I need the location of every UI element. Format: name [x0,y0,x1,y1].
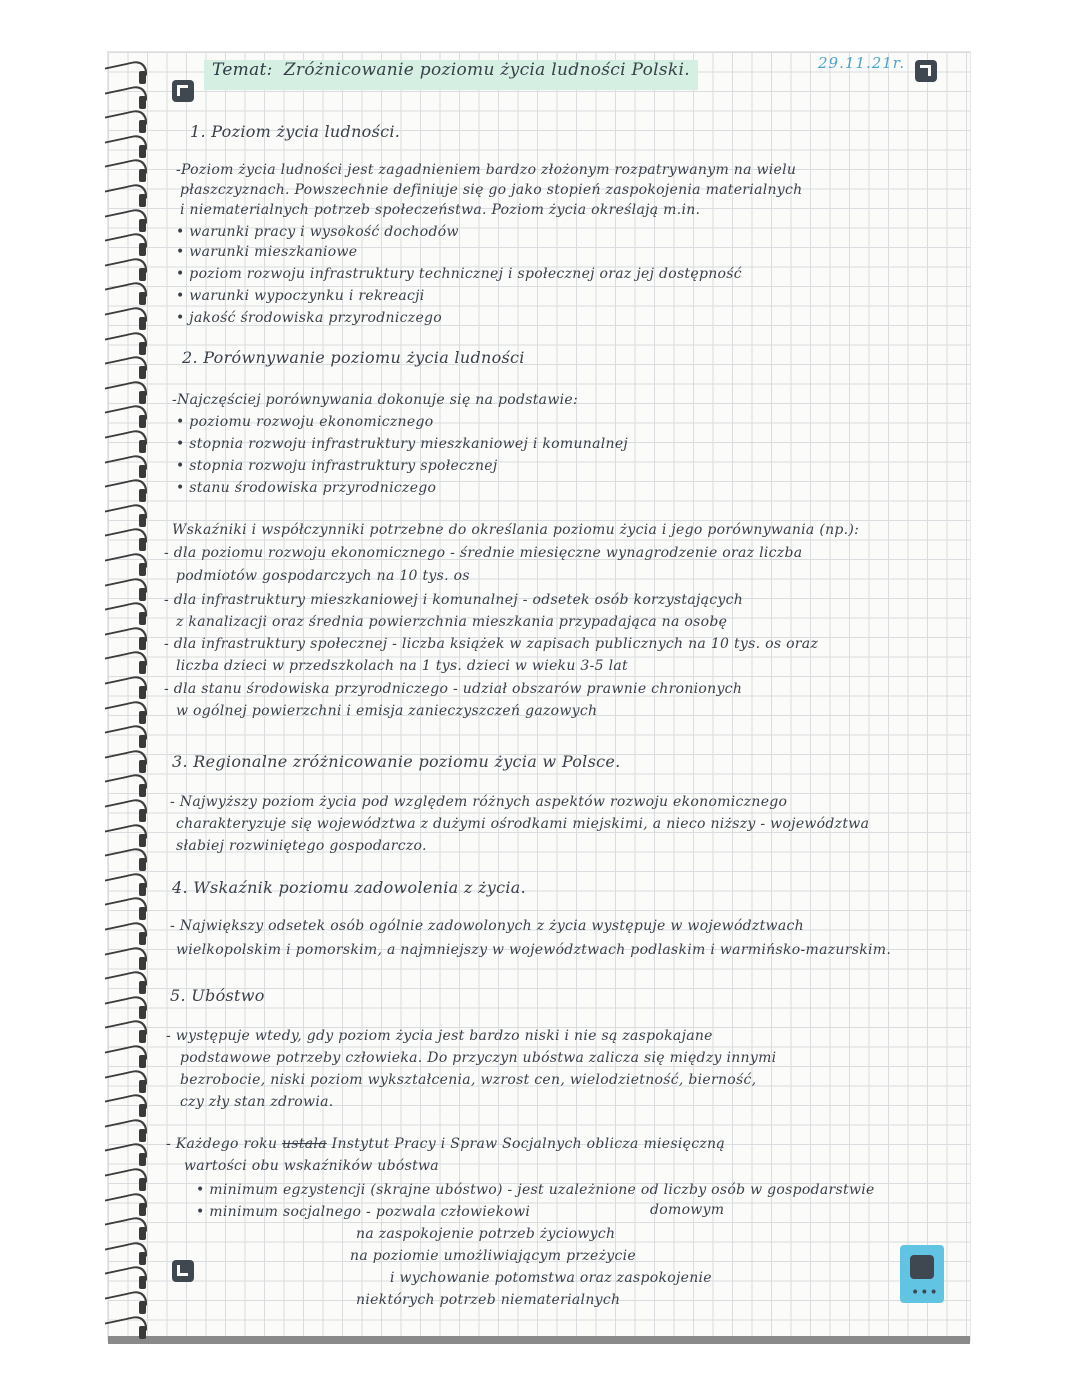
punch-hole [139,760,146,773]
punch-hole [139,1129,146,1142]
punch-hole [139,981,146,994]
list-item: • poziom rozwoju infrastruktury technicznej i społecznej oraz jej dostępność [176,266,742,282]
text-line: słabiej rozwiniętego gospodarczo. [176,838,427,854]
corner-mark-top-right-icon [915,60,937,82]
punch-hole [139,342,146,355]
punch-hole [139,145,146,158]
spiral-binding [105,55,150,1345]
punch-hole [139,883,146,896]
punch-hole [139,957,146,970]
list-item: • minimum egzystencji (skrajne ubóstwo) - jest uzależnione od liczby osób w gospodarstwie [196,1182,875,1198]
section-heading: 5. Ubóstwo [170,986,265,1005]
punch-hole [139,1178,146,1191]
punch-hole [139,1104,146,1117]
text-line: - dla infrastruktury społecznej - liczba książek w zapisach publicznych na 10 tys. os oraz [164,636,819,652]
punch-hole [139,1227,146,1240]
punch-hole [139,514,146,527]
punch-hole [139,1055,146,1068]
text-line: - Największy odsetek osób ogólnie zadowolonych z życia występuje w województwach [170,918,804,934]
punch-hole [139,292,146,305]
text-line: domowym [650,1202,725,1218]
list-item: • warunki pracy i wysokość dochodów [176,224,459,240]
punch-hole [139,391,146,404]
punch-hole [139,711,146,724]
text-line: wartości obu wskaźników ubóstwa [184,1158,439,1174]
list-item: • stanu środowiska przyrodniczego [176,480,437,496]
punch-hole [139,120,146,133]
text-fragment: Instytut Pracy i Spraw Socjalnych oblicza miesięczną [331,1136,726,1152]
text-line: - Najwyższy poziom życia pod względem różnych aspektów rozwoju ekonomicznego [170,794,788,810]
punch-hole [139,1301,146,1314]
punch-hole [139,1080,146,1093]
text-line: -Poziom życia ludności jest zagadnieniem bardzo złożonym rozpatrywanym na wielu [176,162,797,178]
punch-hole [139,489,146,502]
punch-hole [139,219,146,232]
punch-hole [139,96,146,109]
text-line: płaszczyznach. Powszechnie definiuje się go jako stopień zaspokojenia materialnych [180,182,803,198]
punch-hole [139,1153,146,1166]
text-line: w ogólnej powierzchni i emisja zanieczyszczeń gazowych [176,703,598,719]
text-line: czy zły stan zdrowia. [180,1094,334,1110]
punch-hole [139,1203,146,1216]
punch-hole [139,563,146,576]
punch-hole [139,415,146,428]
text-line: charakteryzuje się województwa z dużymi ośrodkami miejskimi, a nieco niższy - województwa [176,816,870,832]
text-line: wielkopolskim i pomorskim, a najmniejszy w województwach podlaskim i warmińsko-mazurskim. [176,942,892,958]
text-line: podmiotów gospodarczych na 10 tys. os [176,568,470,584]
corner-mark-top-left-icon [172,80,194,102]
text-line [166,1136,725,1152]
text-fragment: - Każdego roku [166,1136,278,1152]
punch-hole [139,1006,146,1019]
punch-hole [139,612,146,625]
page-title [204,60,698,90]
punch-hole [139,1252,146,1265]
punch-hole [139,1030,146,1043]
section-heading: 4. Wskaźnik poziomu zadowolenia z życia. [172,878,526,897]
punch-hole [139,637,146,650]
list-item: • minimum socjalnego - pozwala człowiekowi [196,1204,531,1220]
list-item: • warunki mieszkaniowe [176,244,358,260]
text-line: niektórych potrzeb niematerialnych [356,1292,621,1308]
page-edge [108,1336,970,1344]
punch-hole [139,440,146,453]
punch-hole [139,317,146,330]
text-line: liczba dzieci w przedszkolach na 1 tys. dzieci w wieku 3-5 lat [176,658,628,674]
punch-hole [139,1276,146,1289]
text-line: - dla poziomu rozwoju ekonomicznego - średnie miesięczne wynagrodzenie oraz liczba [164,545,803,561]
text-line: podstawowe potrzeby człowieka. Do przyczyn ubóstwa zalicza się między innymi [180,1050,777,1066]
punch-hole [139,932,146,945]
text-line: z kanalizacji oraz średnia powierzchnia mieszkania przypadająca na osobę [176,614,728,630]
list-item: • stopnia rozwoju infrastruktury społecznej [176,458,498,474]
punch-hole [139,858,146,871]
list-item: • stopnia rozwoju infrastruktury mieszkaniowej i komunalnej [176,436,629,452]
corner-mark-bottom-left-icon [172,1260,194,1282]
section-heading: 2. Porównywanie poziomu życia ludności [182,348,525,367]
text-line: Wskaźniki i współczynniki potrzebne do określania poziomu życia i jego porównywania (np.): [172,522,860,538]
punch-hole [139,538,146,551]
list-item: • warunki wypoczynku i rekreacji [176,288,425,304]
text-line: bezrobocie, niski poziom wykształcenia, wzrost cen, wielodzietność, bierność, [180,1072,757,1088]
punch-hole [139,194,146,207]
text-line: na zaspokojenie potrzeb życiowych [356,1226,616,1242]
list-item: • jakość środowiska przyrodniczego [176,310,443,326]
section-heading: 1. Poziom życia ludności. [190,122,401,141]
punch-hole [139,268,146,281]
punch-hole [139,1326,146,1339]
text-line: - występuje wtedy, gdy poziom życia jest bardzo niski i nie są zaspokajane [166,1028,713,1044]
title-text: Zróżnicowanie poziomu życia ludności Polski. [283,60,690,80]
text-line: -Najczęściej porównywania dokonuje się na podstawie: [172,392,578,408]
text-line: i wychowanie potomstwa oraz zaspokojenie [390,1270,712,1286]
punch-hole [139,588,146,601]
punch-hole [139,907,146,920]
struck-word: ustala [282,1136,327,1152]
punch-hole [139,465,146,478]
date: 29.11.21r. [818,54,906,72]
punch-hole [139,686,146,699]
punch-hole [139,809,146,822]
punch-hole [139,169,146,182]
punch-hole [139,661,146,674]
section-heading: 3. Regionalne zróżnicowanie poziomu życia w Polsce. [172,752,621,771]
punch-hole [139,243,146,256]
corner-mark-bottom-right-icon: ••• [900,1245,944,1303]
punch-hole [139,784,146,797]
text-line: na poziomie umożliwiającym przeżycie [350,1248,637,1264]
punch-hole [139,366,146,379]
list-item: • poziomu rozwoju ekonomicznego [176,414,434,430]
text-line: - dla infrastruktury mieszkaniowej i komunalnej - odsetek osób korzystających [164,592,744,608]
title-label: Temat: [212,60,273,80]
text-line: i niematerialnych potrzeb społeczeństwa. Poziom życia określają m.in. [180,202,701,218]
punch-hole [139,834,146,847]
text-line: - dla stanu środowiska przyrodniczego - udział obszarów prawnie chronionych [164,681,743,697]
punch-hole [139,71,146,84]
punch-hole [139,735,146,748]
